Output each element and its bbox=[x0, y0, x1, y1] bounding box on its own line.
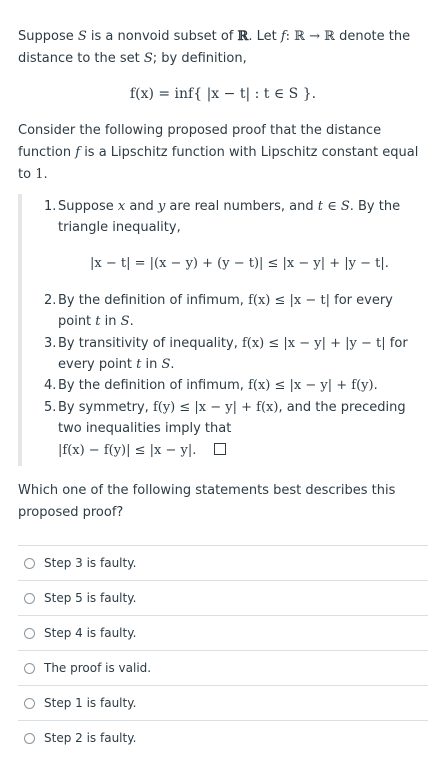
step-text: By the definition of infimum, bbox=[58, 378, 249, 393]
t-in-s: t ∈ S bbox=[317, 199, 350, 214]
step-text: , and the preceding two inequalities imply that bbox=[58, 400, 406, 436]
step-text: and bbox=[125, 199, 158, 214]
radio-button[interactable] bbox=[24, 733, 35, 744]
answer-option[interactable] bbox=[18, 545, 428, 580]
blockquote-bar bbox=[18, 194, 22, 466]
proof-step-4 bbox=[44, 375, 424, 396]
set-s: S bbox=[161, 357, 171, 372]
step-number: 3. bbox=[44, 336, 57, 351]
conclusion-line bbox=[58, 440, 358, 461]
set-s: S bbox=[120, 314, 130, 329]
step-text: By transitivity of inequality, bbox=[58, 336, 242, 351]
consider-text-1: Consider the following proposed proof that the distance function bbox=[18, 123, 382, 160]
constant-one: 1 bbox=[35, 167, 44, 182]
answer-label[interactable]: Step 4 is faulty. bbox=[44, 626, 137, 640]
step-text: in bbox=[141, 357, 162, 372]
conclusion-formula: |f(x) − f(y)| ≤ |x − y|. bbox=[58, 443, 197, 458]
answer-option[interactable] bbox=[18, 685, 428, 720]
proof-step-2 bbox=[44, 290, 424, 332]
step-math: f(x) ≤ |x − t| bbox=[248, 293, 330, 308]
answer-label[interactable]: Step 5 is faulty. bbox=[44, 591, 137, 605]
set-s: S bbox=[77, 29, 87, 44]
step-number: 4. bbox=[44, 378, 57, 393]
function-f: f bbox=[280, 29, 286, 44]
step-text: in bbox=[100, 314, 121, 329]
step-math: f(x) ≤ |x − y| + |y − t| bbox=[241, 336, 386, 351]
radio-button[interactable] bbox=[24, 628, 35, 639]
step-math: f(y) ≤ |x − y| + f(x) bbox=[152, 400, 279, 415]
step-number: 1. bbox=[44, 199, 57, 214]
intro-text-2: is a nonvoid subset of bbox=[86, 29, 238, 44]
step-text: for every point bbox=[58, 336, 408, 372]
answer-option[interactable] bbox=[18, 720, 428, 755]
function-map: : ℝ → ℝ bbox=[285, 29, 335, 44]
proof-step-5 bbox=[44, 397, 424, 439]
step-text: By symmetry, bbox=[58, 400, 153, 415]
answer-option[interactable] bbox=[18, 615, 428, 650]
radio-button[interactable] bbox=[24, 663, 35, 674]
answer-option[interactable] bbox=[18, 650, 428, 685]
step-text: are real numbers, and bbox=[165, 199, 318, 214]
triangle-inequality-formula: |x − t| = |(x − y) + (y − t)| ≤ |x − y| + |y − t|. bbox=[90, 256, 389, 271]
intro-paragraph bbox=[18, 26, 423, 70]
consider-text-3: . bbox=[43, 167, 48, 182]
step-math: f(x) ≤ |x − y| + f(y) bbox=[248, 378, 374, 393]
radio-button[interactable] bbox=[24, 698, 35, 709]
consider-paragraph bbox=[18, 120, 423, 186]
proof-block bbox=[18, 194, 428, 466]
var-x: x bbox=[117, 199, 126, 214]
intro-text-3: . Let bbox=[248, 29, 281, 44]
reals-symbol: ℝ bbox=[237, 29, 249, 44]
step-text: . bbox=[373, 378, 378, 393]
function-f-2: f bbox=[75, 145, 81, 160]
intro-text-4: denote the distance to the set bbox=[18, 29, 411, 66]
radio-button[interactable] bbox=[24, 558, 35, 569]
step-text: By the definition of infimum, bbox=[58, 293, 249, 308]
answer-option[interactable] bbox=[18, 580, 428, 615]
step-text: . By the triangle inequality, bbox=[58, 199, 401, 235]
question-prompt: Which one of the following statements best describes this proposed proof? bbox=[18, 483, 396, 520]
step-text: Suppose bbox=[58, 199, 118, 214]
step-text: for every point bbox=[58, 293, 393, 329]
intro-text-5: ; by definition, bbox=[152, 51, 247, 66]
answer-label[interactable]: Step 2 is faulty. bbox=[44, 731, 137, 745]
proof-step-1 bbox=[44, 196, 424, 238]
definition-formula: f(x) = inf{ |x − t| : t ∈ S }. bbox=[129, 86, 317, 102]
answer-list bbox=[18, 545, 428, 755]
answer-label[interactable]: Step 1 is faulty. bbox=[44, 696, 137, 710]
var-t: t bbox=[95, 314, 101, 329]
step-number: 2. bbox=[44, 293, 57, 308]
set-s-2: S bbox=[143, 51, 153, 66]
step-number: 5. bbox=[44, 400, 57, 415]
var-y: y bbox=[157, 199, 166, 214]
radio-button[interactable] bbox=[24, 593, 35, 604]
answer-label[interactable]: Step 3 is faulty. bbox=[44, 556, 137, 570]
var-t: t bbox=[136, 357, 142, 372]
answer-label[interactable]: The proof is valid. bbox=[44, 661, 152, 675]
intro-text-1: Suppose bbox=[18, 29, 78, 44]
step-text: . bbox=[170, 357, 175, 372]
qed-square-icon bbox=[214, 443, 226, 455]
consider-text-2: is a Lipschitz function with Lipschitz constant equal to bbox=[18, 145, 419, 182]
proof-step-3 bbox=[44, 333, 424, 375]
step-text: . bbox=[129, 314, 134, 329]
